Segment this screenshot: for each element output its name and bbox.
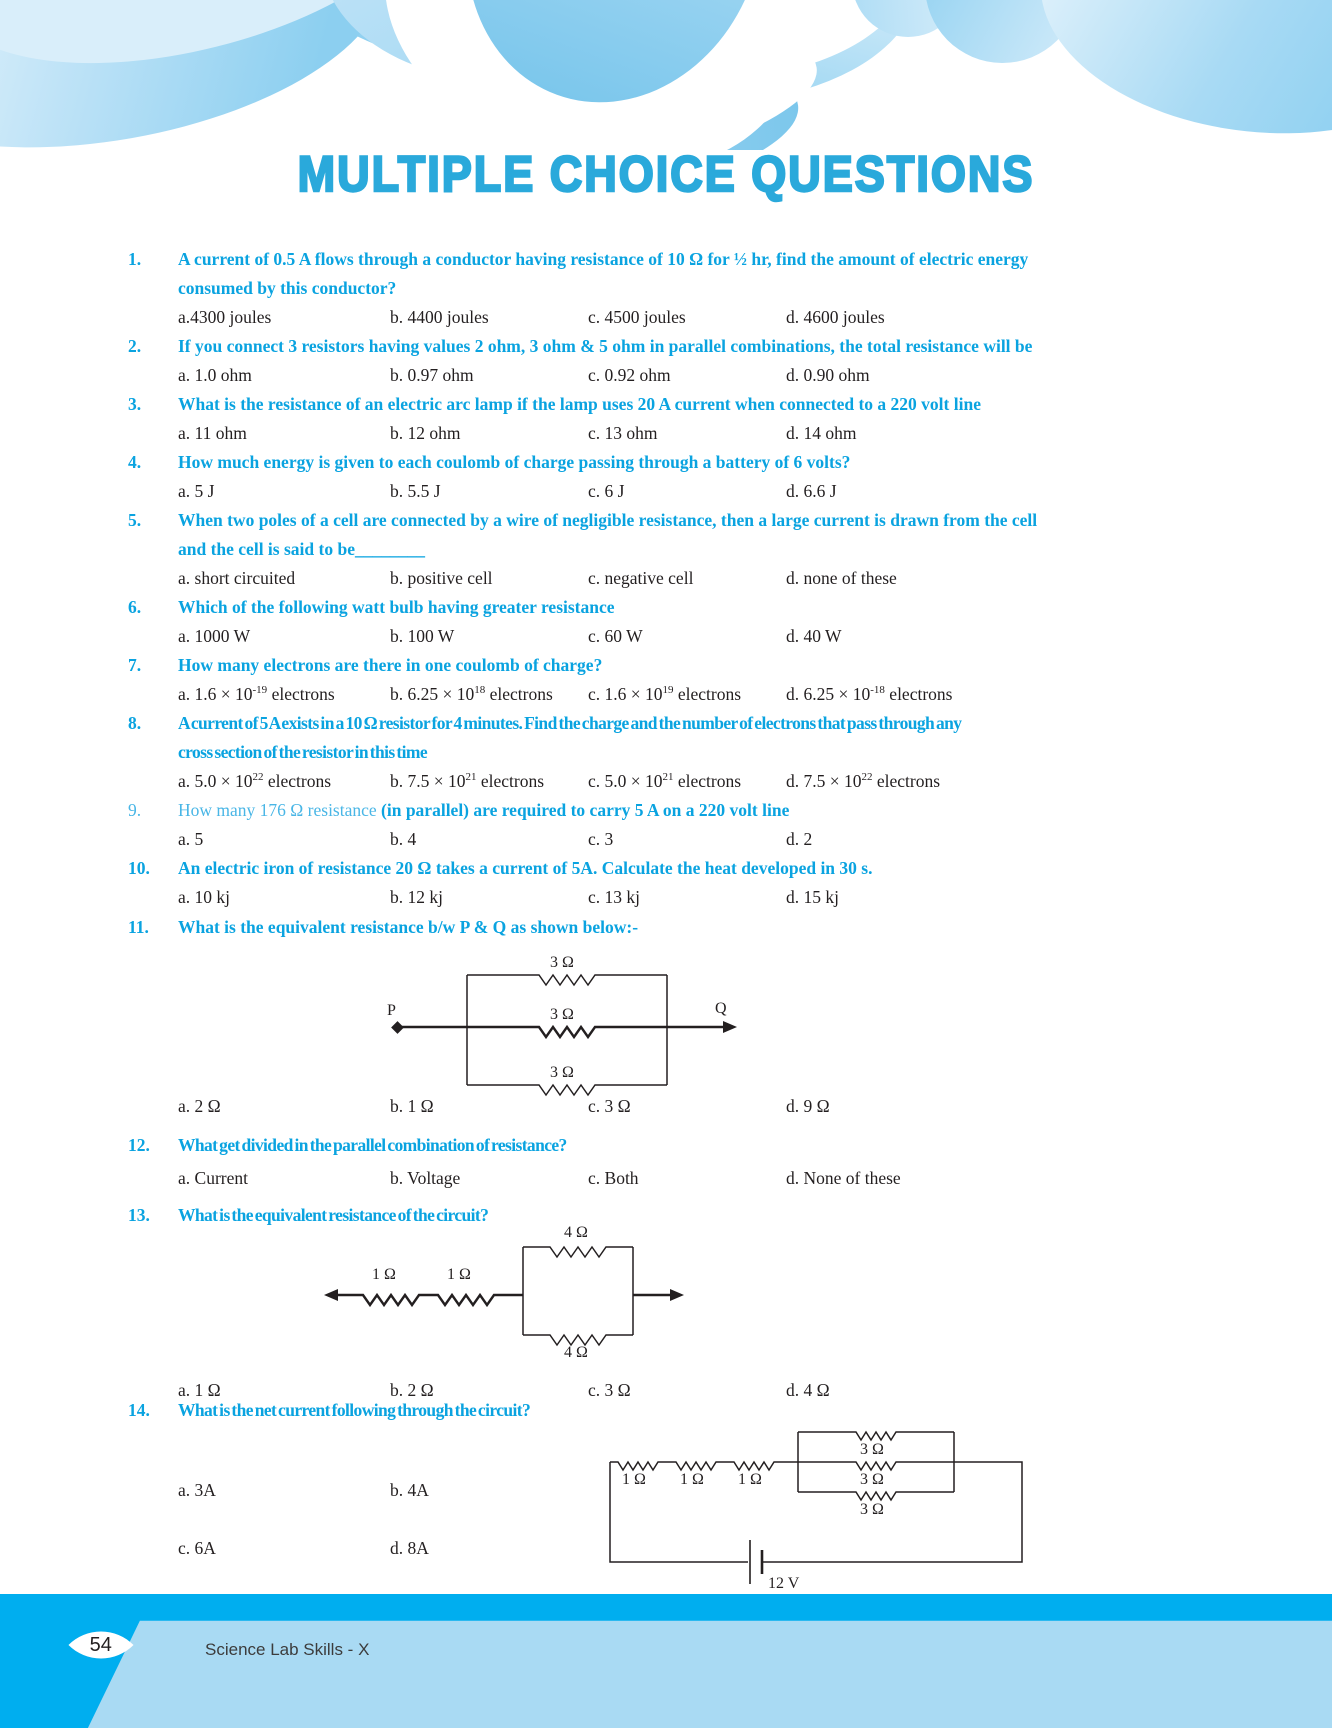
options-row	[178, 1480, 1223, 1506]
text-segment: If you connect 3 resistors having values 2 ohm, 3 ohm & 5 ohm in parallel combinations, the total resistance will be	[178, 336, 1033, 356]
option-a: a. 3A	[178, 1480, 216, 1500]
option-b: b. 4400 joules	[390, 307, 489, 327]
text-segment: What is the net current following through the circuit?	[178, 1400, 531, 1420]
option-b: b. 0.97 ohm	[390, 365, 474, 385]
option-b: b. 100 W	[390, 626, 455, 646]
option-b: b. positive cell	[390, 568, 493, 588]
option-d: d. 15 kj	[786, 887, 839, 907]
arrowhead-right	[670, 1289, 684, 1301]
option-a: a. 1 Ω	[178, 1380, 221, 1400]
text-segment: consumed by this conductor?	[178, 278, 397, 298]
resistor-label: 4 Ω	[564, 1224, 588, 1241]
question-text	[178, 1135, 567, 1156]
option-d: d. none of these	[786, 568, 897, 588]
option-a: a. short circuited	[178, 568, 296, 588]
option-d: d. $7.5 \times 10^{22}$ electrons	[786, 771, 941, 791]
question-text	[178, 917, 638, 938]
page-footer	[0, 1594, 1332, 1728]
resistor-label: 1 Ω	[738, 1471, 762, 1488]
option-d: d. 14 ohm	[786, 423, 857, 443]
question-text	[178, 278, 396, 299]
option-b: b. $6.25 \times 10^{18}$ electrons	[390, 684, 553, 704]
option-a: a. 2 Ω	[178, 1096, 221, 1116]
resistor-label: 1 Ω	[447, 1266, 471, 1283]
option-c: c. 60 W	[588, 626, 643, 646]
option-c: c. 13 ohm	[588, 423, 658, 443]
option-d: d. 0.90 ohm	[786, 365, 870, 385]
option-a: a. 11 ohm	[178, 423, 247, 443]
question-number: 11.	[128, 917, 149, 937]
question-number: 13.	[128, 1205, 150, 1225]
question-text	[178, 539, 425, 560]
option-c: c. Both	[588, 1168, 639, 1188]
header-decoration	[0, 0, 1332, 150]
option-d: d. 40 W	[786, 626, 842, 646]
circuit-diagram-series-parallel	[318, 1223, 748, 1368]
text-segment: (in parallel) are required to carry 5 A on a 220 volt line	[381, 800, 790, 820]
option-b: b. 1 Ω	[390, 1096, 434, 1116]
resistor-label: 3 Ω	[860, 1471, 884, 1488]
option-d: d. 9 Ω	[786, 1096, 830, 1116]
options-row	[178, 365, 1223, 391]
terminal-label: P	[387, 1002, 396, 1019]
option-c: c. 4500 joules	[588, 307, 686, 327]
text-segment: ________	[354, 539, 425, 559]
text-segment: How many electrons are there in one coulomb of charge?	[178, 655, 603, 675]
option-b: b. 2 Ω	[390, 1380, 434, 1400]
option-b: b. Voltage	[390, 1168, 461, 1188]
text-segment: How much energy is given to each coulomb of charge passing through a battery of 6 volts?	[178, 452, 851, 472]
question-text	[178, 394, 981, 415]
wire-top-branch	[467, 975, 667, 985]
resistor-label: 1 Ω	[680, 1471, 704, 1488]
question-text	[178, 742, 427, 763]
option-a: a. 1.0 ohm	[178, 365, 252, 385]
option-a: a.4300 joules	[178, 307, 272, 327]
question-number: 7.	[128, 655, 142, 675]
resistor-label: 3 Ω	[550, 954, 574, 971]
resistor-label: 3 Ω	[860, 1501, 884, 1518]
resistor-label: 1 Ω	[622, 1471, 646, 1488]
terminal-label: Q	[715, 1000, 727, 1017]
question-number: 1.	[128, 249, 142, 269]
text-segment: How many 176 Ω resistance	[178, 800, 382, 820]
option-a: a. 5 J	[178, 481, 215, 501]
option-a: a. 5	[178, 829, 204, 849]
options-row	[178, 1168, 1223, 1194]
wire-main	[397, 1027, 729, 1037]
option-a: a. 1000 W	[178, 626, 251, 646]
option-d: d. 6.6 J	[786, 481, 837, 501]
question-number: 5.	[128, 510, 142, 530]
option-d: d. None of these	[786, 1168, 901, 1188]
decor-blob-right	[1028, 0, 1332, 150]
question-number: 10.	[128, 858, 150, 878]
question-text	[178, 713, 961, 734]
question-number: 12.	[128, 1135, 150, 1155]
footer-light-band	[0, 1594, 1332, 1728]
terminal-p-dot	[391, 1021, 404, 1034]
option-a: a. 10 kj	[178, 887, 231, 907]
question-number: 2.	[128, 336, 142, 356]
option-d: d. $6.25 \times 10^{-18}$ electrons	[786, 684, 953, 704]
text-segment: cross section of the resistor in this time	[178, 742, 428, 762]
text-segment: When two poles of a cell are connected by a wire of negligible resistance, then a large current is drawn from the cell	[178, 510, 1038, 530]
text-segment: and the cell is said to be	[178, 539, 355, 559]
question-text	[178, 597, 615, 618]
wire-top-branch	[523, 1247, 633, 1257]
question-text	[178, 510, 1037, 531]
option-c: c. 6 J	[588, 481, 625, 501]
question-text	[178, 858, 872, 879]
options-row	[178, 481, 1223, 507]
options-row	[178, 423, 1223, 449]
resistor-label: 4 Ω	[564, 1344, 588, 1361]
resistor-label: 1 Ω	[372, 1266, 396, 1283]
text-segment: Which of the following watt bulb having greater resistance	[178, 597, 615, 617]
question-number: 3.	[128, 394, 142, 414]
option-c: c. $1.6 \times 10^{19}$ electrons	[588, 684, 742, 704]
question-number: 8.	[128, 713, 142, 733]
resistor-label: 3 Ω	[550, 1006, 574, 1023]
option-d: d. 4 Ω	[786, 1380, 830, 1400]
page-title: MULTIPLE CHOICE QUESTIONS	[297, 144, 1035, 202]
text-segment: What is the equivalent resistance b/w P & Q as shown below:-	[178, 917, 639, 937]
options-row	[178, 568, 1223, 594]
option-a: a. $1.6 \times 10^{-19}$ electrons	[178, 684, 335, 704]
option-d: d. 4600 joules	[786, 307, 885, 327]
option-c: c. negative cell	[588, 568, 694, 588]
options-row	[178, 684, 1223, 710]
text-segment: A current of 0.5 A flows through a conductor having resistance of 10 Ω for ½ hr, find the amount of electric energy	[178, 249, 1029, 269]
wire-top	[610, 1462, 798, 1470]
option-b: d. 8A	[390, 1538, 429, 1558]
question-text	[178, 800, 789, 821]
question-number: 6.	[128, 597, 142, 617]
bracket-branch-mid	[798, 1462, 954, 1470]
wire-main	[332, 1295, 670, 1305]
text-segment: An electric iron of resistance 20 Ω takes a current of 5A. Calculate the heat developed in 30 s.	[178, 858, 873, 878]
options-row	[178, 1538, 1223, 1564]
option-b: b. 12 ohm	[390, 423, 461, 443]
options-row	[178, 771, 1223, 797]
option-b: b. 4	[390, 829, 417, 849]
option-a: c. 6A	[178, 1538, 216, 1558]
option-c: c. $5.0 \times 10^{21}$ electrons	[588, 771, 742, 791]
option-c: c. 3 Ω	[588, 1096, 631, 1116]
option-c: c. 0.92 ohm	[588, 365, 671, 385]
battery-label: 12 V	[768, 1575, 800, 1592]
text-segment: What is the resistance of an electric arc lamp if the lamp uses 20 A current when connected to a 220 volt line	[178, 394, 981, 414]
bracket-branch-top	[798, 1432, 954, 1440]
question-text	[178, 249, 1028, 270]
circuit-diagram-three-parallel-resistors	[385, 947, 755, 1107]
option-b: b. 5.5 J	[390, 481, 441, 501]
option-a: a. $5.0 \times 10^{22}$ electrons	[178, 771, 332, 791]
option-a: a. Current	[178, 1168, 248, 1188]
question-text	[178, 336, 1032, 357]
book-title: Science Lab Skills - X	[205, 1640, 370, 1659]
question-number: 14.	[128, 1400, 150, 1420]
resistor-label: 3 Ω	[550, 1064, 574, 1081]
question-number: 9.	[128, 800, 142, 820]
text-segment: What get divided in the parallel combination of resistance?	[178, 1135, 567, 1155]
question-text	[178, 655, 602, 676]
wire-bottom-branch	[467, 1085, 667, 1095]
page-number: 54	[89, 1633, 113, 1656]
wire-verticals	[523, 1247, 633, 1335]
option-b: b. 4A	[390, 1480, 429, 1500]
question-number: 4.	[128, 452, 142, 472]
option-d: d. 2	[786, 829, 813, 849]
options-row	[178, 887, 1223, 913]
options-row	[178, 1096, 1223, 1122]
text-segment: What is the equivalent resistance of the circuit?	[178, 1205, 489, 1225]
resistor-label: 3 Ω	[860, 1441, 884, 1458]
question-text	[178, 452, 850, 473]
options-row	[178, 829, 1223, 855]
options-row	[178, 626, 1223, 652]
text-segment: A current of 5 A exists in a 10 Ω resistor for 4 minutes. Find the charge and the number of electrons that pass through any	[178, 713, 962, 733]
options-row	[178, 307, 1223, 333]
option-c: c. 3	[588, 829, 614, 849]
arrowhead-left	[324, 1289, 338, 1301]
option-c: c. 3 Ω	[588, 1380, 631, 1400]
option-c: c. 13 kj	[588, 887, 641, 907]
question-text	[178, 1400, 530, 1421]
arrowhead-q	[723, 1021, 737, 1033]
option-b: b. 12 kj	[390, 887, 443, 907]
circuit-diagram-battery-network	[598, 1422, 1038, 1592]
option-b: b. $7.5 \times 10^{21}$ electrons	[390, 771, 545, 791]
